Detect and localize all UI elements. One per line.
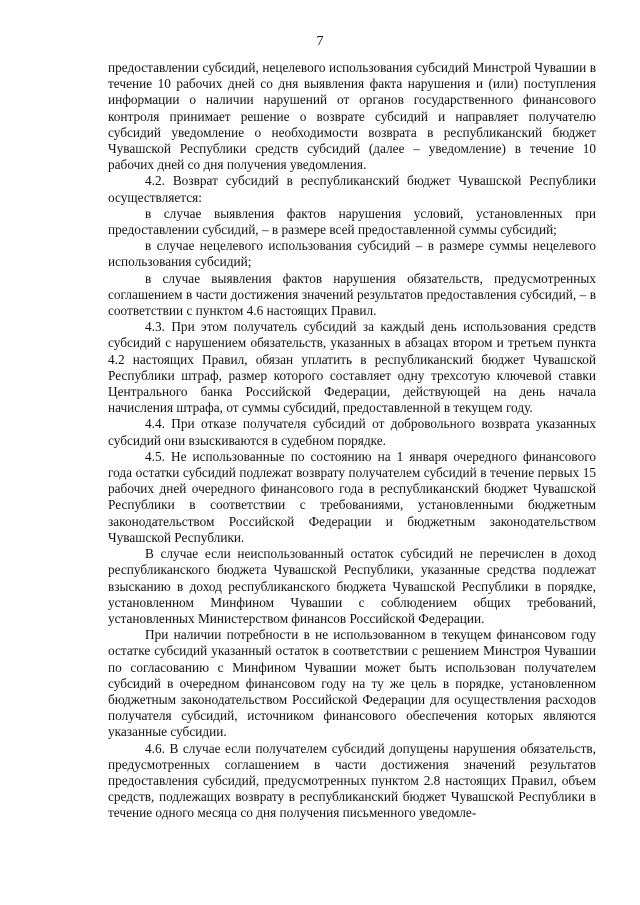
paragraph-continued: предоставлении субсидий, нецелевого использования субсидий Минстрой Чувашии в течение 10 рабочих дней со дня выявления факта нарушения и (или) поступления информации о наличии нарушений от органов государственного финансового контроля принимает решение о возврате субсидий и направляет получателю субсидий уведомление о необходимости возврата в республиканский бюджет Чувашской Республики средств субсидий (далее – уведомление) в течение 10 рабочих дней со дня получения уведомления. xyxy=(108,60,596,173)
paragraph-4-2-case-2: в случае нецелевого использования субсидий – в размере суммы нецелевого использования субсидий; xyxy=(108,238,596,270)
paragraph-4-2-case-3: в случае выявления фактов нарушения обязательств, предусмотренных соглашением в части достижения значений результатов предоставления субсидий, – в соответствии с пунктом 4.6 настоящих Правил. xyxy=(108,270,596,319)
document-body xyxy=(108,60,596,822)
paragraph-4-5-unspent-balance: В случае если неиспользованный остаток субсидий не перечислен в доход республиканского бюджета Чувашской Республики, указанные средства подлежат взысканию в доход республиканского бюджета Чувашской Республики в порядке, установленном Минфином Чувашии с соблюдением общих требований, установленных Министерством финансов Российской Федерации. xyxy=(108,546,596,626)
paragraph-4-4: 4.4. При отказе получателя субсидий от добровольного возврата указанных субсидий они взыскиваются в судебном порядке. xyxy=(108,416,596,448)
page-number: 7 xyxy=(316,34,324,49)
paragraph-4-5: 4.5. Не использованные по состоянию на 1 января очередного финансового года остатки субсидий подлежат возврату получателем субсидий в течение первых 15 рабочих дней очередного финансового года в республиканский бюджет Чувашской Республики в соответствии с требованиями, установленными бюджетным законодательством Российской Федерации и бюджетным законодательством Чувашской Республики. xyxy=(108,448,596,545)
paragraph-4-3: 4.3. При этом получатель субсидий за каждый день использования средств субсидий с нарушением обязательств, указанных в абзацах втором и третьем пункта 4.2 настоящих Правил, обязан уплатить в республиканский бюджет Чувашской Республики штраф, размер которого составляет одну трехсотую ключевой ставки Центрального банка Российской Федерации, действующей на день начала начисления штрафа, от суммы субсидий, предоставленной в текущем году. xyxy=(108,319,596,416)
paragraph-4-5-carryover: При наличии потребности в не использованном в текущем финансовом году остатке субсидий указанный остаток в соответствии с решением Минстроя Чувашии по согласованию с Минфином Чувашии может быть использован получателем субсидий в очередном финансовом году на ту же цель в порядке, установленном бюджетным законодательством Российской Федерации для осуществления расходов получателя субсидий, источником финансового обеспечения которых являются указанные субсидии. xyxy=(108,627,596,740)
paragraph-4-6: 4.6. В случае если получателем субсидий допущены нарушения обязательств, предусмотренных соглашением в части достижения значений результатов предоставления субсидий, предусмотренных пунктом 2.8 настоящих Правил, объем средств, подлежащих возврату в республиканский бюджет Чувашской Республики в течение одного месяца со дня получения письменного уведомле- xyxy=(108,740,596,821)
paragraph-4-2-case-1: в случае выявления фактов нарушения условий, установленных при предоставлении субсидий, – в размере всей предоставленной суммы субсидий; xyxy=(108,205,596,238)
paragraph-4-2: 4.2. Возврат субсидий в республиканский бюджет Чувашской Республики осуществляется: xyxy=(108,173,596,205)
